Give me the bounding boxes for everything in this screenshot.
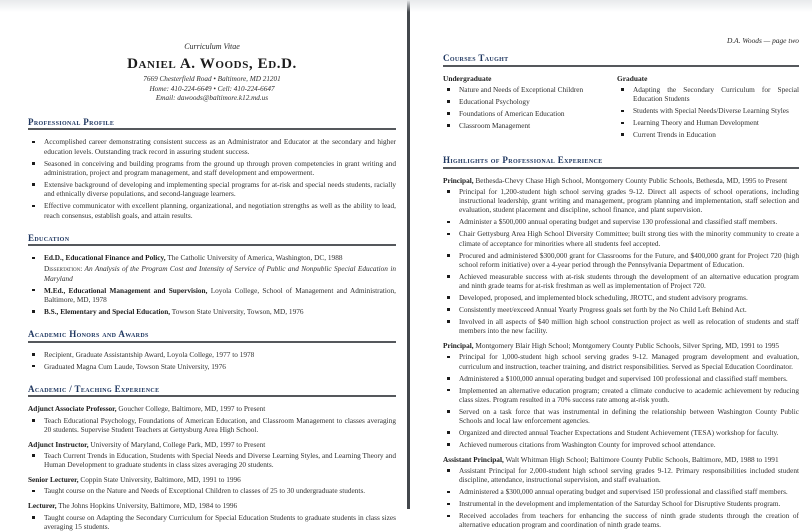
list-item <box>617 130 799 139</box>
list-item-text: Administered a $300,000 annual operating budget and supervised 150 professional and classified staff members. <box>458 487 788 497</box>
resume-page-2 <box>410 0 812 530</box>
list-item-text: Recipient, Graduate Assistantship Award, Loyola College, 1977 to 1978 <box>43 349 255 359</box>
bullet-icon <box>32 162 35 165</box>
courses-columns <box>443 74 799 143</box>
graduate-label: Graduate <box>617 73 648 83</box>
role-title: Adjunct Instructor, <box>28 439 89 449</box>
bullet-icon <box>32 141 35 144</box>
bullet-icon <box>447 296 450 299</box>
list-item-text: Principal for 1,000-student high school serving grades 9-12. Managed program development and evaluation, curriculum and instruction, teacher training, and district responsibilities. Served as Special Education Coordinator. <box>458 352 799 371</box>
list-item <box>443 217 799 226</box>
list-item-text: Received accolades from teachers for enhancing the success of ninth grade students through the creation of alternative education program and coordination of ninth grade teams. <box>458 511 799 530</box>
list-item <box>28 253 396 262</box>
list-item-text: Teach Educational Psychology, Foundations of American Education, and Classroom Management to classes averaging 20 students. Supervise Student Teachers at Gettysburg Area High School. <box>43 415 396 434</box>
experience-entry <box>443 176 799 336</box>
bullet-icon <box>32 454 35 457</box>
degree-detail: The Catholic University of America, Washington, DC, 1988 <box>165 253 343 263</box>
address-line: 7669 Chesterfield Road • Baltimore, MD 21201 <box>143 75 281 83</box>
list-item <box>443 305 799 314</box>
bullet-icon <box>447 356 450 359</box>
degree-name: B.S., Elementary and Special Education, <box>43 306 171 316</box>
bullet-icon <box>32 257 35 260</box>
section-professional-profile <box>28 117 396 220</box>
bullet-icon <box>447 431 450 434</box>
section-courses-taught <box>443 53 799 142</box>
list-item <box>443 121 611 130</box>
role-detail: Bethesda-Chevy Chase High School, Montgomery County Public Schools, Bethesda, MD, 1995 to Present <box>473 175 788 185</box>
list-item <box>443 386 799 405</box>
list-item-text: Achieved measurable success with at-risk students through the development of an alternative education program and ninth grade teams for at-risk freshman as well as implementation of Project 720. <box>458 271 799 291</box>
course-name: Students with Special Needs/Diverse Learning Styles <box>632 106 789 116</box>
list-item <box>28 159 396 178</box>
list-item <box>443 109 611 118</box>
role-line <box>28 501 396 510</box>
role-title: Assistant Principal, <box>443 454 504 464</box>
list-item-text: Developed, proposed, and implemented block scheduling, JROTC, and student advisory programs. <box>458 293 748 303</box>
list-item <box>443 317 799 336</box>
bullet-icon <box>447 308 450 311</box>
list-item-text: Implemented an alternative education program; created a climate conducive to academic achievement by reducing class sizes. Program resulted in a 70% success rate among at-risk youth. <box>458 385 799 404</box>
bullet-icon <box>621 110 624 113</box>
list-item <box>28 513 396 531</box>
section-teaching-experience <box>28 384 396 531</box>
degree-name: Ed.D., Educational Finance and Policy, <box>43 253 166 263</box>
section-title-honors: Academic Honors and Awards <box>28 329 396 343</box>
bullet-icon <box>447 221 450 224</box>
role-title: Adjunct Associate Professor, <box>28 404 117 414</box>
role-line <box>443 341 799 350</box>
bullet-icon <box>32 490 35 493</box>
list-item <box>28 307 396 316</box>
bullet-icon <box>447 254 450 257</box>
experience-entry <box>443 341 799 449</box>
role-line <box>443 455 799 464</box>
role-line <box>443 176 799 185</box>
course-name: Nature and Needs of Exceptional Children <box>458 85 584 94</box>
list-item <box>28 201 396 220</box>
bullet-icon <box>447 124 450 127</box>
page-two-header: D.A. Woods — page two <box>727 36 799 45</box>
list-item <box>28 180 396 199</box>
graduate-column <box>617 74 799 143</box>
bullet-icon <box>447 515 450 518</box>
bullet-icon <box>32 289 35 292</box>
role-detail: Goucher College, Baltimore, MD, 1997 to Present <box>116 404 266 414</box>
degree-line <box>44 286 396 305</box>
list-item <box>443 407 799 426</box>
list-item <box>443 293 799 302</box>
bullet-icon <box>447 491 450 494</box>
bullet-icon <box>447 88 450 91</box>
degree-detail: Loyola College, School of Management and Administration, Baltimore, MD, 1978 <box>43 285 396 304</box>
list-item-text: Extensive background of developing and implementing special programs for at-risk and special needs students, racially and ethnically diverse populations, and second-language learners. <box>43 179 396 199</box>
bullet-icon <box>32 365 35 368</box>
role-title: Principal, <box>443 341 474 351</box>
section-title-professional-experience: Highlights of Professional Experience <box>443 155 799 169</box>
role-title: Lecturer, <box>28 501 57 511</box>
undergraduate-column <box>443 74 611 143</box>
list-item-text: Taught course on Adapting the Secondary Curriculum for Special Education Students to graduate students in class sizes averaging 15 students. <box>43 512 396 531</box>
bullet-icon <box>447 503 450 506</box>
experience-entry <box>443 455 799 530</box>
list-item <box>617 118 799 127</box>
list-item <box>443 511 799 530</box>
bullet-icon <box>32 353 35 356</box>
bullet-icon <box>447 275 450 278</box>
bullet-icon <box>32 310 35 313</box>
degree-line <box>44 253 396 262</box>
list-item <box>443 187 799 215</box>
bullet-icon <box>32 516 35 519</box>
list-item-text: Seasoned in conceiving and building programs from the ground up through proven competencies in grant writing and administration, project and program management, and staff development and empowerment. <box>43 158 396 177</box>
list-item <box>617 85 799 104</box>
experience-entry <box>28 404 396 434</box>
bullet-icon <box>447 112 450 115</box>
page-divider <box>407 0 410 509</box>
list-item <box>28 416 396 435</box>
list-item <box>443 499 799 508</box>
section-education <box>28 233 396 316</box>
list-item <box>28 350 396 359</box>
role-line <box>28 440 396 449</box>
list-item <box>443 352 799 371</box>
list-item <box>28 286 396 305</box>
bullet-icon <box>447 100 450 103</box>
undergraduate-label: Undergraduate <box>443 73 492 83</box>
bullet-icon <box>621 88 624 91</box>
bullet-icon <box>447 233 450 236</box>
list-item <box>443 97 611 106</box>
role-line <box>28 475 396 484</box>
list-item <box>443 85 611 94</box>
degree-detail: Towson State University, Towson, MD, 1976 <box>170 306 304 316</box>
course-name: Learning Theory and Human Development <box>632 118 759 128</box>
course-name: Current Trends in Education <box>632 130 716 140</box>
section-title-courses-taught: Courses Taught <box>443 53 799 67</box>
bullet-icon <box>32 183 35 186</box>
candidate-name: Daniel A. Woods, Ed.D. <box>127 56 297 72</box>
degree-name: M.Ed., Educational Management and Supervision, <box>43 285 208 295</box>
list-item <box>443 374 799 383</box>
experience-entry <box>28 440 396 470</box>
role-detail: The Johns Hopkins University, Baltimore, MD, 1984 to 1996 <box>56 501 238 511</box>
role-detail: University of Maryland, College Park, MD, 1997 to Present <box>88 439 266 449</box>
list-item-text: Procured and administered $300,000 grant for Classrooms for the Future, and $400,000 grant for Project 720 (high school reform initiative) over a 4-year period through the Pennsylvania Department of Education. <box>458 250 799 269</box>
list-item-text: Administer a $500,000 annual operating budget and supervise 130 professional and classified staff members. <box>458 217 778 227</box>
list-item-text: Principal for 1,200-student high school serving grades 9-12. Direct all aspects of school operations, including instructional leadership, grant writing and management, program planning and implementation, staff selection and evaluation, student placement and discipline, school finance, and plant supervision. <box>458 186 799 215</box>
list-item-text: Effective communicator with excellent planning, organizational, and negotiation strengths as well as the ability to lead, reach consensus, establish goals, and attain results. <box>43 201 396 220</box>
list-item <box>28 451 396 470</box>
list-item-text: Involved in all aspects of $40 million high school construction project as well as relocation of students and staff members into the new facility. <box>458 316 799 336</box>
role-detail: Coppin State University, Baltimore, MD, 1991 to 1996 <box>78 475 241 485</box>
role-title: Principal, <box>443 175 474 185</box>
list-item <box>443 251 799 270</box>
list-item <box>443 487 799 496</box>
list-item <box>443 466 799 485</box>
bullet-icon <box>621 122 624 125</box>
list-item <box>617 106 799 115</box>
bullet-icon <box>447 389 450 392</box>
experience-entry <box>28 501 396 531</box>
list-item-text: Instrumental in the development and implementation of the Saturday School for Disruptive Students program. <box>458 499 781 509</box>
bullet-icon <box>447 377 450 380</box>
bullet-icon <box>447 443 450 446</box>
list-item <box>28 137 396 156</box>
list-item-text: Taught course on the Nature and Needs of Exceptional Children to classes of 25 to 30 undergraduate students. <box>43 486 366 496</box>
bullet-icon <box>32 419 35 422</box>
list-item-text: Accomplished career demonstrating consistent success as an Administrator and Educator at the secondary and higher education levels. Outstanding track record in assuring student success. <box>43 137 396 156</box>
list-item-text: Organized and directed annual Teacher Expectations and Student Achievement (TESA) workshop for faculty. <box>458 428 779 437</box>
course-name: Educational Psychology <box>458 96 530 106</box>
cv-label: Curriculum Vitae <box>184 42 240 51</box>
course-name: Adapting the Secondary Curriculum for Special Education Students <box>632 85 799 104</box>
experience-entry <box>28 475 396 496</box>
degree-line <box>44 307 396 316</box>
bullet-icon <box>447 469 450 472</box>
bullet-icon <box>447 320 450 323</box>
bullet-icon <box>621 133 624 136</box>
list-item-text: Chair Gettysburg Area High School Diversity Committee; built strong ties with the minority community to create a climate of acceptance for minorities where all students feel accepted. <box>458 229 799 248</box>
list-item-text: Graduated Magna Cum Laude, Towson State University, 1976 <box>43 361 226 371</box>
section-title-teaching-experience: Academic / Teaching Experience <box>28 384 396 398</box>
list-item <box>443 229 799 248</box>
list-item-text: Consistently meet/exceed Annual Yearly Progress goals set forth by the No Child Left Behind Act. <box>458 304 747 314</box>
course-name: Foundations of American Education <box>458 108 565 118</box>
list-item-text: Served on a task force that was instrumental in defining the relationship between Washington County Public Schools and local law enforcement agencies. <box>458 406 799 426</box>
dissertation-label: Dissertation: <box>44 264 83 274</box>
bullet-icon <box>447 410 450 413</box>
bullet-icon <box>447 190 450 193</box>
list-item <box>443 272 799 291</box>
list-item <box>443 440 799 449</box>
list-item-text: Administered a $100,000 annual operating budget and supervised 100 professional and classified staff members. <box>458 373 788 383</box>
list-item <box>28 486 396 495</box>
email-line: Email: dawoods@baltimore.k12.md.us <box>155 94 269 103</box>
phone-line: Home: 410-224-6649 • Cell: 410-224-6647 <box>149 84 275 93</box>
section-title-professional-profile: Professional Profile <box>28 117 396 131</box>
course-name: Classroom Management <box>458 120 531 130</box>
dissertation-title: An Analysis of the Program Cost and Intensity of Service of Public and Nonpublic Special Education in Maryland <box>44 264 396 283</box>
role-title: Senior Lecturer, <box>28 475 79 485</box>
role-detail: Walt Whitman High School; Baltimore County Public Schools, Baltimore, MD, 1988 to 1991 <box>503 454 779 464</box>
list-item-text: Teach Current Trends in Education, Students with Special Needs and Diverse Learning Styles, and Learning Theory and Human Development to graduate students in class sizes averaging 20 students. <box>43 451 396 470</box>
list-item <box>28 362 396 371</box>
role-detail: Montgomery Blair High School; Montgomery County Public Schools, Silver Spring, MD, 1991 to 1995 <box>473 341 780 351</box>
list-item-text: Assistant Principal for 2,000-student high school serving grades 9-12. Primary responsibilities included student discipline, attendance, instructional supervision, and staff evaluation. <box>458 466 799 485</box>
section-honors <box>28 329 396 371</box>
dissertation-line <box>44 264 396 283</box>
section-professional-experience <box>443 155 799 530</box>
list-item <box>443 428 799 437</box>
list-item-text: Achieved numerous citations from Washington County for improved school attendance. <box>458 439 716 449</box>
bullet-icon <box>32 205 35 208</box>
role-line <box>28 404 396 413</box>
section-title-education: Education <box>28 233 396 247</box>
